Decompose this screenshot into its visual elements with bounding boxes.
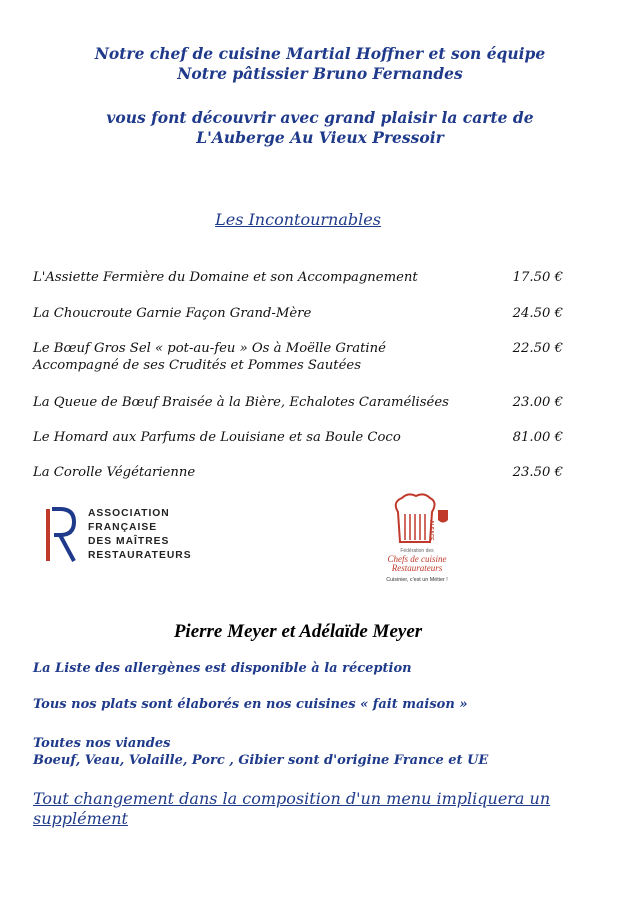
afmr-r-icon — [40, 505, 80, 565]
owners-names: Pierre Meyer et Adélaïde Meyer — [173, 621, 423, 642]
intro-block-invite — [0, 108, 640, 148]
afmr-line: ASSOCIATION — [88, 508, 170, 519]
dish-price: 81.00 € — [512, 430, 563, 445]
fccr-federation: Fédération des — [400, 548, 434, 554]
change-note: Tout changement dans la composition d'un menu impliquera un supplément — [33, 789, 551, 828]
fccr-logo — [372, 492, 462, 592]
dish-price: 22.50 € — [512, 341, 563, 356]
fccr-tagline: Cuisinier, c'est un Métier ! — [386, 577, 448, 583]
dish-name: Le Homard aux Parfums de Louisiane et sa Boule Coco — [33, 430, 401, 445]
intro-line-auberge: L'Auberge Au Vieux Pressoir — [196, 128, 444, 147]
fccr-name-line: Chefs de cuisine — [387, 554, 447, 564]
fccr-region: ALSACE — [428, 520, 434, 541]
intro-block-chefs — [0, 44, 640, 84]
meat-note-origin: Boeuf, Veau, Volaille, Porc , Gibier sont d'origine France et UE — [33, 753, 489, 768]
allergen-note: La Liste des allergènes est disponible à la réception — [33, 661, 412, 676]
dish-name: La Queue de Bœuf Braisée à la Bière, Echalotes Caramélisées — [33, 395, 449, 410]
dish-name: L'Assiette Fermière du Domaine et son Accompagnement — [33, 270, 418, 285]
meat-note-title: Toutes nos viandes — [33, 736, 171, 751]
homemade-note: Tous nos plats sont élaborés en nos cuisines « fait maison » — [33, 697, 468, 712]
fccr-name — [372, 555, 462, 573]
afmr-text — [88, 507, 192, 563]
dish-name: Le Bœuf Gros Sel « pot-au-feu » Os à Moëlle Gratiné — [33, 341, 386, 356]
fccr-name-line: Restaurateurs — [391, 563, 443, 573]
chef-hat-icon — [372, 492, 462, 548]
intro-line-invite: vous font découvrir avec grand plaisir la carte de — [106, 108, 534, 127]
intro-line-pastry: Notre pâtissier Bruno Fernandes — [177, 64, 463, 83]
dish-description: Accompagné de ses Crudités et Pommes Sautées — [33, 358, 361, 373]
intro-line-chef: Notre chef de cuisine Martial Hoffner et son équipe — [94, 44, 546, 63]
section-title: Les Incontournables — [215, 210, 381, 229]
dish-name: La Corolle Végétarienne — [33, 465, 196, 480]
dish-price: 17.50 € — [512, 270, 563, 285]
dish-price: 24.50 € — [512, 306, 563, 321]
afmr-line: DES MAÎTRES — [88, 536, 170, 547]
afmr-line: FRANÇAISE — [88, 522, 158, 533]
dish-name: La Choucroute Garnie Façon Grand-Mère — [33, 306, 312, 321]
afmr-logo — [40, 505, 240, 565]
dish-price: 23.00 € — [512, 395, 563, 410]
afmr-line: RESTAURATEURS — [88, 550, 192, 561]
dish-price: 23.50 € — [512, 465, 563, 480]
